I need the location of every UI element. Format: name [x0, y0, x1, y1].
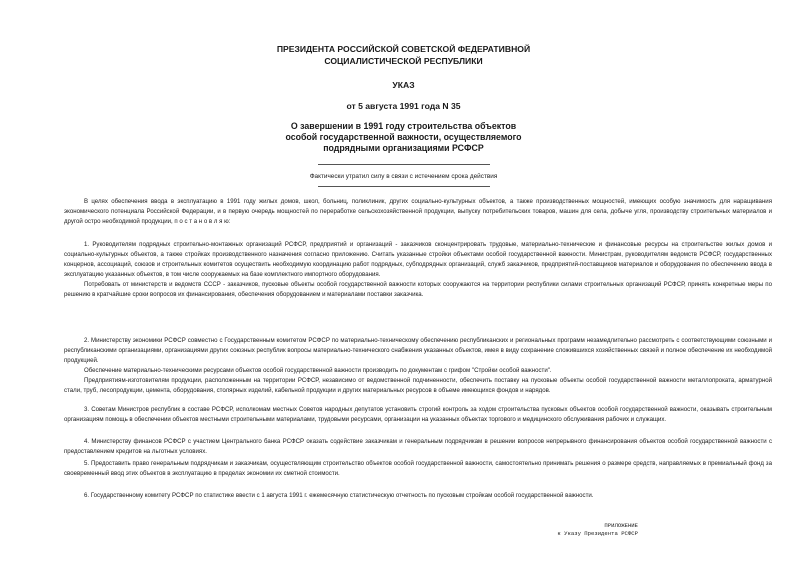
- appendix-reference: к Указу Президента РСФСР: [557, 530, 638, 537]
- document-date-number: от 5 августа 1991 года N 35: [346, 101, 461, 111]
- clause-1-text-b: Потребовать от министерств и ведомств СССР - заказчиков, пусковые объекты особой государственной важности которых сооружаются на территории республики силами строительных организаций РСФСР, принять конкретные меры по решению в кратчайшие сроки вопросов их финансирования, обеспечения оборудованием и материалами поставки заказчика.: [64, 281, 772, 298]
- clause-3: [64, 405, 772, 425]
- clause-4-text: 4. Министерству финансов РСФСР с участием Центрального банка РСФСР оказать содействие заказчикам и генеральным подрядчикам в решении вопросов непрерывного финансирования объектов особой государственной важности с предоставлением кредитов на льготных условиях.: [64, 438, 772, 455]
- clause-2: [64, 336, 772, 396]
- clause-2-text-a: 2. Министерству экономики РСФСР совместно с Государственным комитетом РСФСР по материально-техническому обеспечению республиканских и региональных программ незамедлительно рассмотреть с соответствующими союзными и республиканскими организациями, организациями других союзных республик вопросы материально-технического снабжения указанных объектов, имея в виду сохранение сложившихся хозяйственных связей и полное обеспечение их необходимой продукцией.: [64, 337, 772, 364]
- clause-2-text-b: Обеспечение материально-техническими ресурсами объектов особой государственной важности производить по документам с грифом "Стройки особой важности".: [84, 367, 552, 374]
- divider-bottom: [318, 186, 490, 187]
- document-type: УКАЗ: [392, 80, 415, 90]
- clause-1: [64, 240, 772, 300]
- preamble-paragraph: [64, 197, 772, 227]
- appendix-title: ПРИЛОЖЕНИЕ: [604, 522, 638, 529]
- clause-2-text-c: Предприятиям-изготовителям продукции, расположенным на территории РСФСР, независимо от ведомственной подчиненности, обеспечить поставку на пусковые объекты особой государственной важности металлопроката, арматурной стали, труб, лесопродукции, цемента, оборудования, столярных изделий, кабельной продукции и других материальных ресурсов в объеме имеющихся фондов и нарядов.: [64, 377, 772, 394]
- clause-6-text: 6. Государственному комитету РСФСР по статистике ввести с 1 августа 1991 г. ежемесячную статистическую отчетность по пусковым стройкам особой государственной важности.: [84, 492, 594, 499]
- divider-top: [318, 164, 490, 165]
- issuer-line-2: СОЦИАЛИСТИЧЕСКОЙ РЕСПУБЛИКИ: [324, 56, 483, 66]
- preamble-text: В целях обеспечения ввода в эксплуатацию в 1991 году жилых домов, школ, больниц, поликлиник, других социально-культурных объектов, а также производственных мощностей, имеющих особую значимость для наращивания экономического потенциала Российской Федерации, и в первую очередь мощностей по переработке сельскохозяйственной продукции, выпуску потребительских товаров, машин для села, добыче угля, производству строительных материалов и другой остро необходимой продукции, п о с т а н о в л я ю:: [64, 198, 772, 225]
- clause-5: [64, 459, 772, 479]
- clause-3-text: 3. Советам Министров республик в составе РСФСР, исполкомам местных Советов народных депутатов установить строгий контроль за ходом строительства пусковых объектов особой государственной важности, оказывать строительным организациям помощь в обеспечении объектов местными строительными материалами, трудовыми ресурсами, организации на указанных объектах торгового и медицинского обслуживания рабочих и служащих.: [64, 406, 772, 423]
- clause-5-text: 5. Предоставить право генеральным подрядчикам и заказчикам, осуществляющим строительство объектов особой государственной важности, самостоятельно принимать решения о размере средств, направляемых в премиальный фонд за своевременный ввод этих объектов в эксплуатацию в пределах экономии их сметной стоимости.: [64, 460, 772, 477]
- document-subject-line-1: О завершении в 1991 году строительства объектов: [290, 121, 517, 131]
- status-note: Фактически утратил силу в связи с истечением срока действия: [309, 173, 498, 180]
- clause-4: [64, 437, 772, 457]
- issuer-line-1: ПРЕЗИДЕНТА РОССИЙСКОЙ СОВЕТСКОЙ ФЕДЕРАТИВНОЙ: [276, 44, 531, 54]
- clause-1-text-a: 1. Руководителям подрядных строительно-монтажных организаций РСФСР, предприятий и организаций - заказчиков сконцентрировать трудовые, материально-технические и финансовые ресурсы на строительстве жилых домов и социально-культурных объектов, а также стройках производственного назначения согласно приложению. Считать указанные стройки объектами особой государственной важности. Министрам, руководителям ведомств РСФСР, государственных концернов, ассоциаций, союзов и строительных комитетов осуществить необходимую координацию работ подрядных, субподрядных организаций, служб заказчиков, предприятий-поставщиков материалов и оборудования по обеспечению ввода в эксплуатацию указанных объектов, в том числе сооружаемых на базе комплектного импортного оборудования.: [64, 241, 772, 278]
- document-subject-line-2: особой государственной важности, осуществляемого: [285, 132, 522, 142]
- document-subject-line-3: подрядными организациями РСФСР: [323, 143, 484, 153]
- clause-6: [64, 491, 772, 501]
